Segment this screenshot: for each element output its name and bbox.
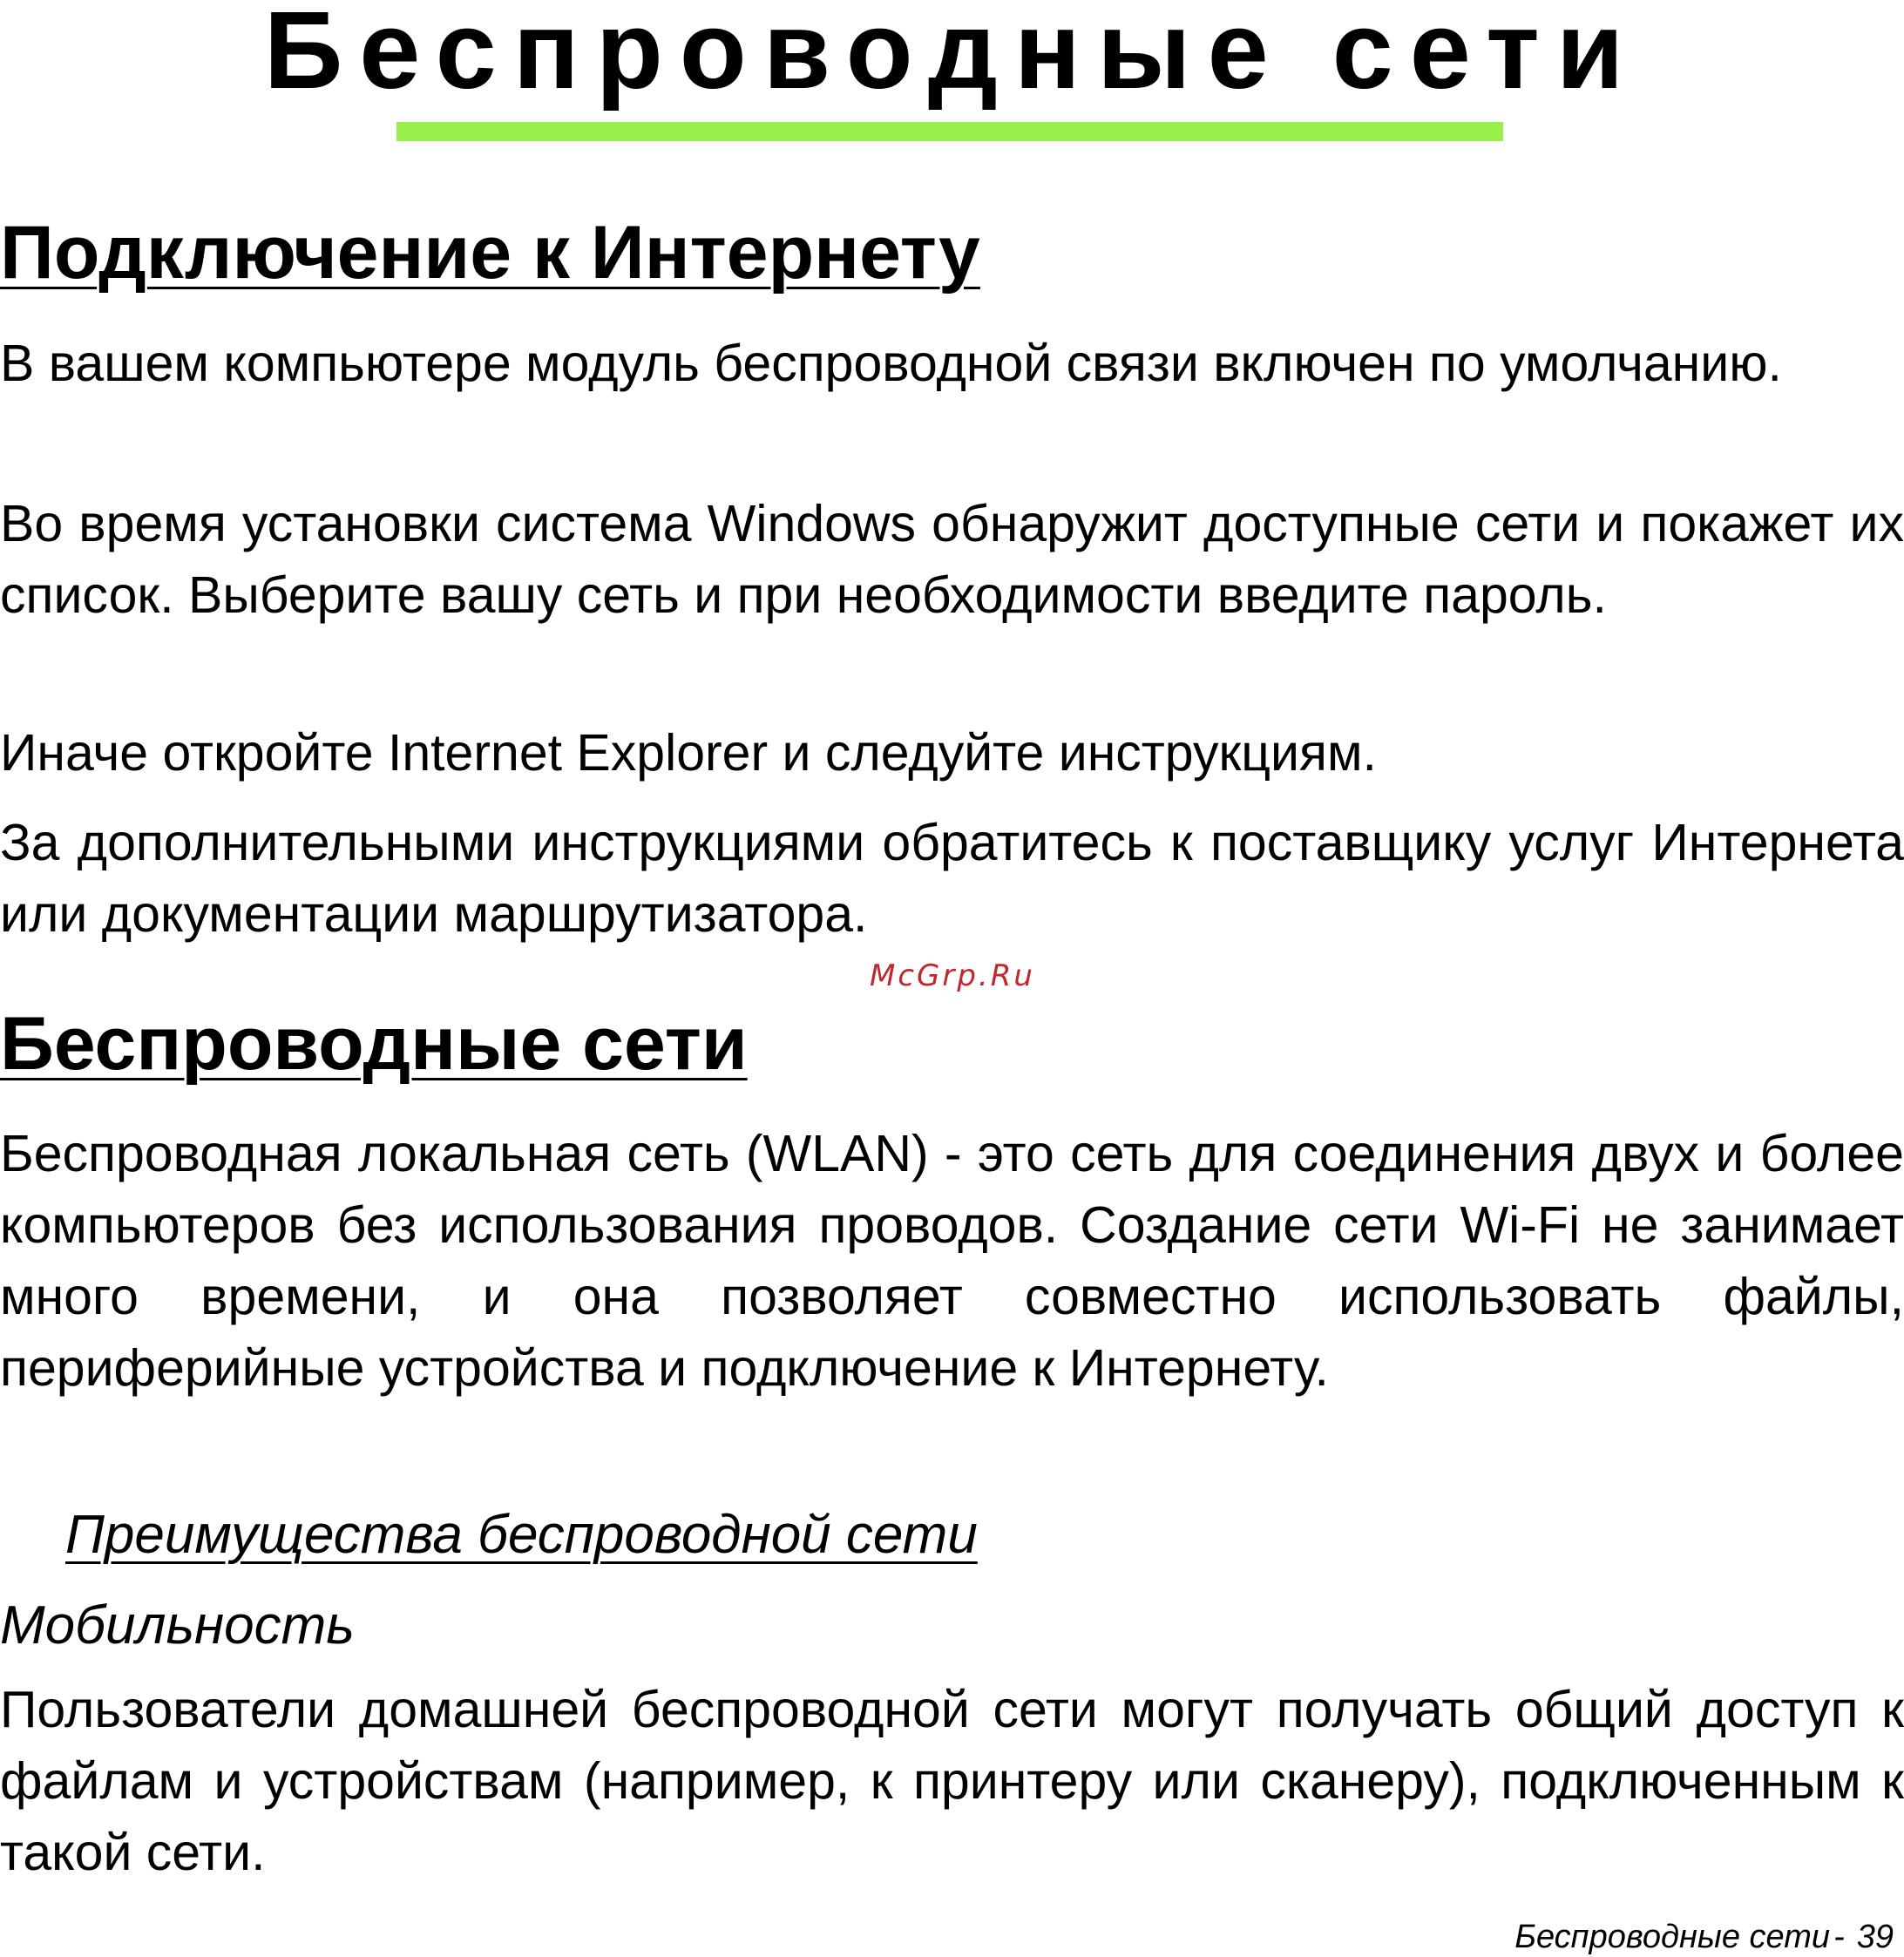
footer-separator: - [1833, 1919, 1845, 1955]
page-footer [1514, 1917, 1894, 1957]
paragraph-internet-explorer: Иначе откройте Internet Explorer и следуйте инструкциям. [0, 724, 1377, 782]
title-underline-bar [396, 122, 1503, 141]
subheading-mobility: Мобильность [0, 1595, 355, 1656]
paragraph-windows-setup: Во время установки система Windows обнаружит доступные сети и покажет их список. Выберите вашу сеть и при необходимости введите пароль. [0, 495, 1904, 624]
footer-page-number: 39 [1856, 1919, 1894, 1955]
paragraph-provider: За дополнительными инструкциями обратитесь к поставщику услуг Интернета или документации маршрутизатора. [0, 814, 1904, 943]
paragraph-wlan: Беспроводная локальная сеть (WLAN) - это сеть для соединения двух и более компьютеров без использования проводов. Создание сети Wi-Fi не занимает много времени, и она позволяет совместно использовать файлы, периферийные устройства и подключение к Интернету. [0, 1125, 1904, 1397]
subheading-advantages: Преимущества беспроводной сети [65, 1505, 978, 1565]
paragraph-default-module: В вашем компьютере модуль беспроводной связи включен по умолчанию. [0, 335, 1782, 392]
section-heading-wireless: Беспроводные сети [0, 1002, 748, 1086]
footer-section-name: Беспроводные сети [1514, 1919, 1831, 1955]
watermark: McGrp.Ru [870, 958, 1035, 993]
section-heading-internet: Подключение к Интернету [0, 211, 980, 295]
page-title: Беспроводные сети [263, 0, 1641, 112]
paragraph-mobility: Пользователи домашней беспроводной сети могут получать общий доступ к файлам и устройствам (например, к принтеру или сканеру), подключенным к такой сети. [0, 1681, 1904, 1881]
